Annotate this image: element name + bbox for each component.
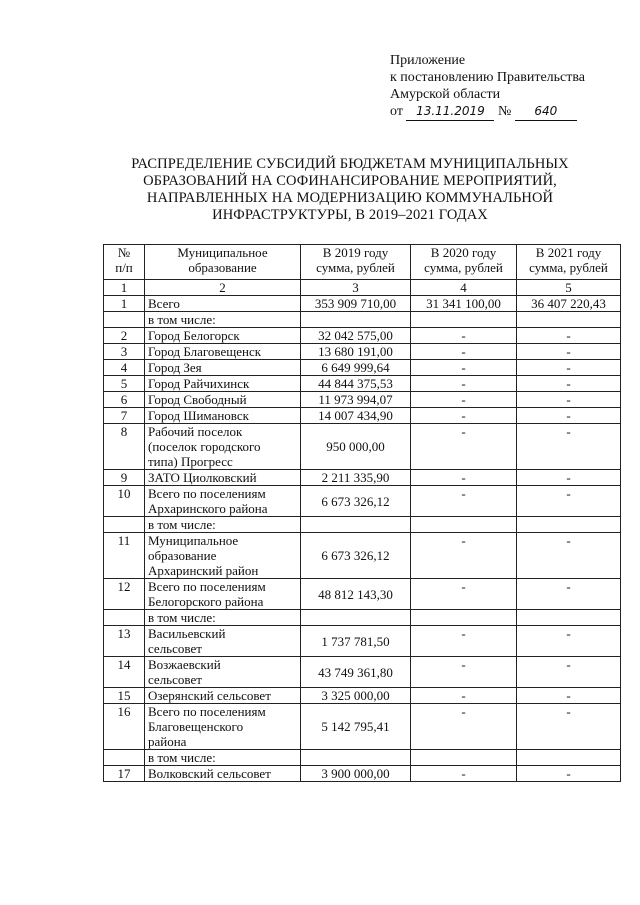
municipality-name-line: Архаринский район	[148, 563, 259, 578]
amount-2021: -	[517, 392, 621, 408]
municipality-name-line: Всего по поселениям	[148, 486, 266, 501]
row-number: 16	[104, 704, 145, 750]
appendix-title: Приложение	[390, 53, 466, 68]
amount-2021: -	[517, 766, 621, 782]
municipality-name	[145, 533, 301, 579]
municipality-name	[145, 360, 301, 376]
table-row	[104, 408, 621, 424]
municipality-name-line: Белогорского района	[148, 594, 264, 609]
municipality-name	[145, 312, 301, 328]
title-line: ОБРАЗОВАНИЙ НА СОФИНАНСИРОВАНИЕ МЕРОПРИЯТИЙ,	[143, 173, 557, 189]
row-number: 3	[104, 344, 145, 360]
table-row	[104, 517, 621, 533]
amount-2021: -	[517, 424, 621, 470]
amount-2021: -	[517, 533, 621, 579]
row-number: 4	[104, 360, 145, 376]
header-2020: В 2020 году сумма, рублей	[411, 245, 517, 280]
amount-2019: 48 812 143,30	[301, 579, 411, 610]
row-number	[104, 312, 145, 328]
amount-2019: 14 007 434,90	[301, 408, 411, 424]
header-2021: В 2021 году сумма, рублей	[517, 245, 621, 280]
amount-2019: 6 673 326,12	[301, 533, 411, 579]
municipality-name-line: Всего	[148, 296, 180, 311]
municipality-name-line: в том числе:	[148, 312, 216, 327]
appendix-resolution: к постановлению Правительства	[390, 70, 586, 85]
from-label: от	[390, 104, 403, 119]
municipality-name-line: сельсовет	[148, 641, 202, 656]
municipality-name-line: сельсовет	[148, 672, 202, 687]
table-header-row	[104, 245, 621, 280]
municipality-name-line: Архаринского района	[148, 501, 268, 516]
amount-2019: 3 900 000,00	[301, 766, 411, 782]
amount-2019: 32 042 575,00	[301, 328, 411, 344]
row-number: 11	[104, 533, 145, 579]
municipality-name-line: Васильевский	[148, 626, 226, 641]
municipality-name	[145, 626, 301, 657]
table-row	[104, 424, 621, 470]
municipality-name-line: (поселок городского	[148, 439, 261, 454]
municipality-name-line: Всего по поселениям	[148, 579, 266, 594]
numbering-cell: 5	[517, 280, 621, 296]
table-row	[104, 312, 621, 328]
row-number	[104, 750, 145, 766]
municipality-name	[145, 688, 301, 704]
amount-2019: 6 649 999,64	[301, 360, 411, 376]
row-number: 5	[104, 376, 145, 392]
municipality-name-line: в том числе:	[148, 610, 216, 625]
title-line: НАПРАВЛЕННЫХ НА МОДЕРНИЗАЦИЮ КОММУНАЛЬНОЙ	[146, 190, 554, 206]
header-2019: В 2019 году сумма, рублей	[301, 245, 411, 280]
number-label: №	[497, 104, 512, 119]
municipality-name	[145, 579, 301, 610]
municipality-name-line: Рабочий поселок	[148, 424, 243, 439]
municipality-name-line: Город Зея	[148, 360, 202, 375]
municipality-name	[145, 610, 301, 626]
municipality-name-line: Волковский сельсовет	[148, 766, 271, 781]
numbering-cell: 4	[411, 280, 517, 296]
handwritten-date: 13.11.2019	[406, 103, 494, 121]
row-number	[104, 517, 145, 533]
amount-2020	[411, 312, 517, 328]
municipality-name-line: района	[148, 734, 187, 749]
municipality-name	[145, 486, 301, 517]
amount-2019: 11 973 994,07	[301, 392, 411, 408]
appendix-block	[390, 52, 585, 121]
table-row	[104, 486, 621, 517]
amount-2020: -	[411, 470, 517, 486]
amount-2020: -	[411, 408, 517, 424]
amount-2021: -	[517, 486, 621, 517]
municipality-name-line: типа) Прогресс	[148, 454, 233, 469]
amount-2020: -	[411, 766, 517, 782]
municipality-name-line: в том числе:	[148, 750, 216, 765]
table-row	[104, 392, 621, 408]
amount-2019	[301, 312, 411, 328]
amount-2021: -	[517, 688, 621, 704]
municipality-name-line: Город Благовещенск	[148, 344, 262, 359]
amount-2020: -	[411, 688, 517, 704]
handwritten-number: 640	[515, 103, 577, 121]
title-line: РАСПРЕДЕЛЕНИЕ СУБСИДИЙ БЮДЖЕТАМ МУНИЦИПАЛЬНЫХ	[131, 156, 569, 172]
municipality-name-line: Озерянский сельсовет	[148, 688, 271, 703]
amount-2021	[517, 312, 621, 328]
amount-2019: 43 749 361,80	[301, 657, 411, 688]
table-row	[104, 360, 621, 376]
row-number: 14	[104, 657, 145, 688]
amount-2020: -	[411, 579, 517, 610]
amount-2021: -	[517, 344, 621, 360]
row-number: 10	[104, 486, 145, 517]
municipality-name-line: Возжаевский	[148, 657, 221, 672]
municipality-name-line: Муниципальное	[148, 533, 239, 548]
numbering-cell: 2	[145, 280, 301, 296]
amount-2021	[517, 610, 621, 626]
table-row	[104, 296, 621, 312]
municipality-name	[145, 704, 301, 750]
amount-2021: -	[517, 657, 621, 688]
amount-2019: 6 673 326,12	[301, 486, 411, 517]
row-number: 6	[104, 392, 145, 408]
table-row	[104, 688, 621, 704]
amount-2021	[517, 517, 621, 533]
title-line: ИНФРАСТРУКТУРЫ, В 2019–2021 ГОДАХ	[212, 207, 488, 223]
amount-2019	[301, 517, 411, 533]
appendix-date-number	[390, 103, 585, 121]
municipality-name	[145, 517, 301, 533]
amount-2020: -	[411, 626, 517, 657]
amount-2020: -	[411, 328, 517, 344]
amount-2019: 353 909 710,00	[301, 296, 411, 312]
amount-2021	[517, 750, 621, 766]
row-number: 9	[104, 470, 145, 486]
appendix-region: Амурской области	[390, 87, 501, 102]
amount-2019: 3 325 000,00	[301, 688, 411, 704]
municipality-name	[145, 766, 301, 782]
table-row	[104, 610, 621, 626]
amount-2020: -	[411, 704, 517, 750]
amount-2019: 950 000,00	[301, 424, 411, 470]
municipality-name-line: Город Свободный	[148, 392, 247, 407]
municipality-name-line: образование	[148, 548, 217, 563]
municipality-name	[145, 657, 301, 688]
document-title	[100, 156, 600, 224]
amount-2020: -	[411, 376, 517, 392]
municipality-name	[145, 296, 301, 312]
amount-2020	[411, 750, 517, 766]
row-number: 7	[104, 408, 145, 424]
table-row	[104, 533, 621, 579]
table-row	[104, 376, 621, 392]
table-row	[104, 657, 621, 688]
amount-2019: 1 737 781,50	[301, 626, 411, 657]
amount-2020: -	[411, 392, 517, 408]
table-row	[104, 626, 621, 657]
numbering-cell: 1	[104, 280, 145, 296]
amount-2020	[411, 610, 517, 626]
table-row	[104, 579, 621, 610]
numbering-cell: 3	[301, 280, 411, 296]
table-row	[104, 750, 621, 766]
municipality-name	[145, 750, 301, 766]
amount-2020: -	[411, 657, 517, 688]
amount-2019: 44 844 375,53	[301, 376, 411, 392]
row-number: 2	[104, 328, 145, 344]
amount-2021: -	[517, 328, 621, 344]
amount-2019: 5 142 795,41	[301, 704, 411, 750]
amount-2021: -	[517, 408, 621, 424]
row-number: 17	[104, 766, 145, 782]
table-row	[104, 328, 621, 344]
table-row	[104, 344, 621, 360]
municipality-name	[145, 344, 301, 360]
municipality-name	[145, 392, 301, 408]
municipality-name-line: Всего по поселениям	[148, 704, 266, 719]
subsidy-table	[103, 244, 621, 782]
amount-2020: 31 341 100,00	[411, 296, 517, 312]
row-number	[104, 610, 145, 626]
amount-2021: -	[517, 704, 621, 750]
header-municipality: Муниципальное образование	[145, 245, 301, 280]
municipality-name	[145, 376, 301, 392]
row-number: 15	[104, 688, 145, 704]
municipality-name	[145, 328, 301, 344]
row-number: 1	[104, 296, 145, 312]
table-numbering-row	[104, 280, 621, 296]
amount-2021: 36 407 220,43	[517, 296, 621, 312]
municipality-name	[145, 424, 301, 470]
table-row	[104, 766, 621, 782]
amount-2020: -	[411, 486, 517, 517]
table-row	[104, 704, 621, 750]
amount-2019	[301, 610, 411, 626]
amount-2019	[301, 750, 411, 766]
amount-2019: 2 211 335,90	[301, 470, 411, 486]
header-number: № п/п	[104, 245, 145, 280]
municipality-name-line: в том числе:	[148, 517, 216, 532]
amount-2021: -	[517, 376, 621, 392]
municipality-name-line: ЗАТО Циолковский	[148, 470, 257, 485]
row-number: 8	[104, 424, 145, 470]
amount-2020	[411, 517, 517, 533]
municipality-name	[145, 470, 301, 486]
table-row	[104, 470, 621, 486]
amount-2021: -	[517, 579, 621, 610]
amount-2020: -	[411, 424, 517, 470]
amount-2020: -	[411, 360, 517, 376]
municipality-name-line: Город Шимановск	[148, 408, 249, 423]
amount-2021: -	[517, 470, 621, 486]
amount-2020: -	[411, 344, 517, 360]
amount-2021: -	[517, 360, 621, 376]
amount-2021: -	[517, 626, 621, 657]
municipality-name-line: Город Райчихинск	[148, 376, 250, 391]
row-number: 13	[104, 626, 145, 657]
row-number: 12	[104, 579, 145, 610]
amount-2019: 13 680 191,00	[301, 344, 411, 360]
municipality-name-line: Город Белогорск	[148, 328, 240, 343]
municipality-name	[145, 408, 301, 424]
municipality-name-line: Благовещенского	[148, 719, 244, 734]
amount-2020: -	[411, 533, 517, 579]
